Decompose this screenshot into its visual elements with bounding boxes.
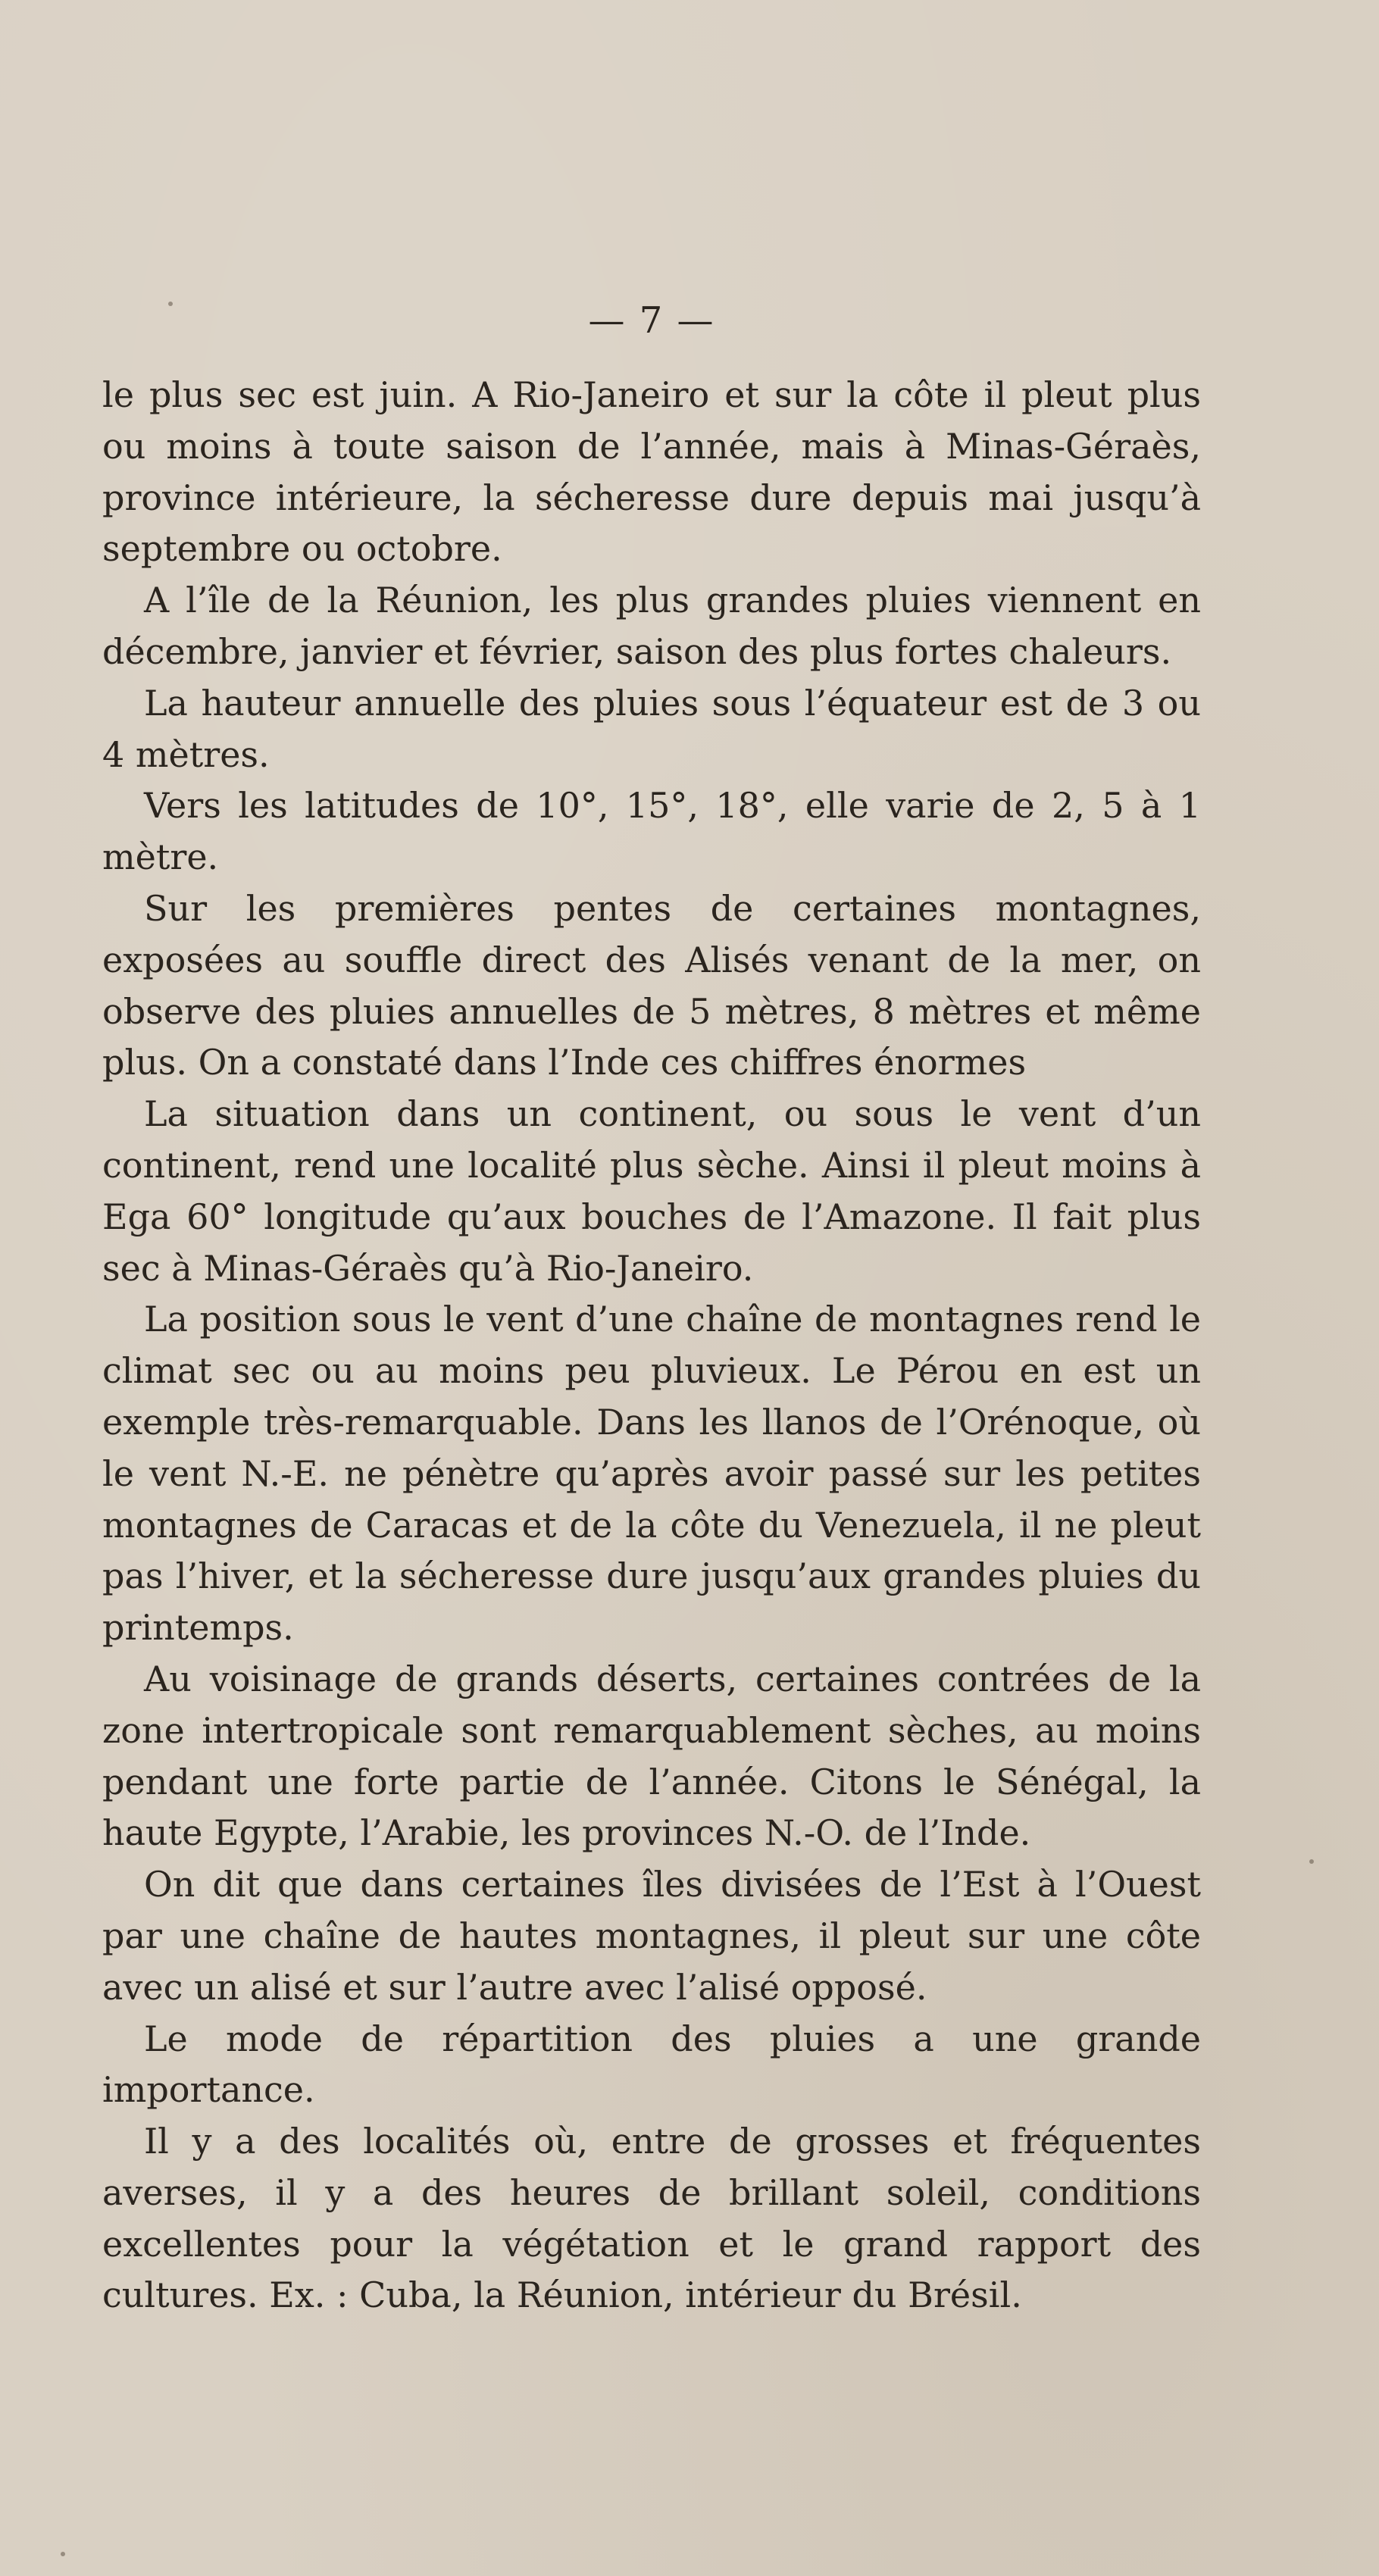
paragraph-4: Vers les latitudes de 10°, 15°, 18°, elle varie de 2, 5 à 1 mètre. — [102, 785, 1201, 878]
paper-speck — [61, 2552, 65, 2556]
paragraph-9: On dit que dans certaines îles divisées de l’Est à l’Ouest par une chaîne de hautes montagnes, il pleut sur une côte avec un alisé et sur l’autre avec l’alisé opposé. — [102, 1864, 1201, 2008]
paragraph-3: La hauteur annuelle des pluies sous l’équateur est de 3 ou 4 mètres. — [102, 682, 1201, 775]
paper-speck — [168, 302, 173, 306]
page-number: — 7 — — [588, 299, 715, 342]
paragraph-6: La situation dans un continent, ou sous le vent d’un continent, rend une localité plus sèche. Ainsi il pleut moins à Ega 60° longitude qu’aux bouches de l’Amazone. Il fait plus sec à Minas-Géraès qu’à Rio-Janeiro. — [102, 1093, 1201, 1289]
paragraph-8: Au voisinage de grands déserts, certaines contrées de la zone intertropicale sont remarquablement sèches, au moins pendant une forte partie de l’année. Citons le Sénégal, la haute Egypte, l’Arabie, les provinces N.-O. de l’Inde. — [102, 1658, 1201, 1854]
paragraph-5: Sur les premières pentes de certaines montagnes, exposées au souffle direct des Alisés venant de la mer, on observe des pluies annuelles de 5 mètres, 8 mètres et même plus. On a constaté dans l’Inde ces chiffres énormes — [102, 887, 1201, 1083]
body-text — [102, 370, 1201, 2321]
paragraph-7: La position sous le vent d’une chaîne de montagnes rend le climat sec ou au moins peu pluvieux. Le Pérou en est un exemple très-remarquable. Dans les llanos de l’Orénoque, où le vent N.-E. ne pénètre qu’après avoir passé sur les petites montagnes de Caracas et de la côte du Venezuela, il ne pleut pas l’hiver, et la sécheresse dure jusqu’aux grandes pluies du printemps. — [102, 1299, 1201, 1649]
paragraph-10: Le mode de répartition des pluies a une grande importance. — [102, 2018, 1201, 2111]
paper-speck — [1309, 1859, 1314, 1864]
paragraph-2: A l’île de la Réunion, les plus grandes pluies viennent en décembre, janvier et février, saison des plus fortes chaleurs. — [102, 580, 1201, 672]
paragraph-1: le plus sec est juin. A Rio-Janeiro et sur la côte il pleut plus ou moins à toute saison de l’année, mais à Minas-Géraès, province intérieure, la sécheresse dure depuis mai jusqu’à septembre ou octobre. — [102, 374, 1201, 570]
paragraph-11: Il y a des localités où, entre de grosses et fréquentes averses, il y a des heures de brillant soleil, conditions excellentes pour la végétation et le grand rapport des cultures. Ex. : Cuba, la Réunion, intérieur du Brésil. — [102, 2121, 1201, 2316]
